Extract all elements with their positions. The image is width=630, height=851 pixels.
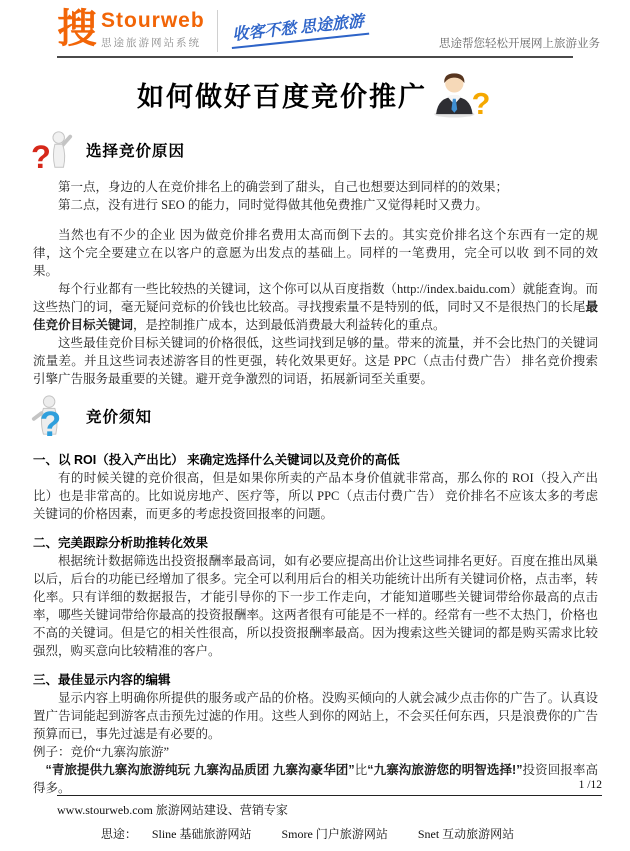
footer-site-line: www.stourweb.com 旅游网站建设、营销专家 (57, 803, 288, 817)
subsection-heading-2: 二、完美跟踪分析助推转化效果 (33, 536, 209, 550)
paragraph: 每个行业都有一些比较热的关键词，这个你可以从百度指数（http://index.baidu.com）就能查询。而这些热门的词，毫无疑问竞标的价钱也比较高。寻找搜索量不是特别的低，同时又不是很热门的长尾最佳竞价目标关键词，是控制推广成本，达到最低消费最大利益转化的重点。 (33, 282, 598, 332)
document-body (33, 178, 598, 388)
section-header-notes (30, 392, 630, 440)
section-title-reasons: 选择竞价原因 (86, 143, 186, 160)
svg-text:?: ? (39, 405, 62, 438)
page-number: 1 /12 (578, 779, 602, 791)
bold-ad-copy-bad: “九寨沟旅游您的明智选择!” (367, 763, 523, 777)
sou-logo-icon: 搜 (57, 7, 97, 51)
stourweb-logo (57, 8, 205, 50)
title-row (0, 66, 630, 122)
header-divider (57, 56, 573, 58)
logo-slogan: 收客不愁 思途旅游 (229, 8, 369, 49)
svg-text:?: ? (30, 139, 51, 172)
bold-keyword: 最佳竞价目标关键词 (33, 300, 598, 332)
subsection-heading-3: 三、最佳显示内容的编辑 (33, 673, 171, 687)
footer-products-line (0, 825, 630, 842)
page-title: 如何做好百度竞价推广 (137, 81, 427, 112)
paragraph: 根据统计数据筛选出投资报酬率最高词，如有必要应提高出价让这些词排名更好。百度在推出凤巢以后，后台的功能已经增加了很多。完全可以利用后台的相关功能统计出所有关键词价格，点击率，转化率。只有详细的数据报告，才能引导你的下一步工作走向，才能知道哪些关键词带给你最高的点击率，哪些关键词带给你最高的投资报酬率。这两者很有可能是不一样的。经常有一些不太热门，价格也不高的关键词。但是它的相关性很高，所以投资报酬率最高。因为搜索这些关键词的都是购买需求比较强烈，购买意向比较精准的客户。 (33, 554, 598, 658)
section-header-reasons (30, 126, 630, 174)
footer-product-smore: Smore 门户旅游网站 (281, 827, 388, 841)
logo-name: Stourweb (101, 8, 205, 32)
subsection-heading-1: 一、以 ROI（投入产出比） 来确定选择什么关键词以及竞价的高低 (33, 453, 400, 467)
example-label: 例子：竞价“九寨沟旅游” (33, 745, 170, 759)
question-figure-blue-icon (30, 394, 74, 438)
page-header (0, 0, 630, 58)
paragraph: 当然也有不少的企业 因为做竞价排名费用太高而倒下去的。其实竞价排名这个东西有一定的规律，这个完全要建立在以客户的意愿为出发点的基础上。同样的一笔费用，完全可以收 到不同的效果。 (33, 228, 598, 278)
bold-ad-copy-good: “青旅提供九寨沟旅游纯玩 九寨沟品质团 九寨沟豪华团” (45, 763, 355, 777)
section-title-notes: 竞价须知 (86, 409, 153, 426)
paragraph: 显示内容上明确你所提供的服务或产品的价格。没购买倾向的人就会减少点击你的广告了。认真设置广告词能起到游客点击预先过滤的作用。这些人到你的网站上，不会买任何东西，只是浪费你的广告预算而已，事先过滤是有必要的。 (33, 691, 598, 741)
example-line: “青旅提供九寨沟旅游纯玩 九寨沟品质团 九寨沟豪华团”比“九寨沟旅游您的明智选择!”投资回报率高得多。 (33, 763, 598, 795)
paragraph: 这些最佳竞价目标关键词的价格很低，这些词找到足够的量。带来的流量，并不会比热门的关键词流量差。并且这些词表述游客目的性更强，转化效果更好。这是 PPC（点击付费广告） 排名竞价搜索引擎广告服务最重要的关键。避开竞争激烈的词语，拓展新词至关重要。 (33, 336, 598, 386)
logo-divider (217, 10, 218, 52)
question-figure-red-icon (30, 128, 74, 172)
footer-divider (57, 795, 602, 796)
svg-text:?: ? (471, 86, 491, 118)
footer-product-sline: Sline 基础旅游网站 (151, 827, 252, 841)
paragraph-point-2: 第二点，没有进行 SEO 的能力，同时觉得做其他免费推广又觉得耗时又费力。 (58, 198, 488, 212)
footer-product-snet: Snet 互动旅游网站 (417, 827, 515, 841)
paragraph-point-1: 第一点，身边的人在竞价排名上的确尝到了甜头，自己也想要达到同样的的效果； (58, 180, 509, 194)
header-tagline: 思途帮您轻松开展网上旅游业务 (439, 38, 600, 50)
paragraph: 有的时候关键的竞价很高，但是如果你所卖的产品本身价值就非常高，那么你的 ROI（投入产出比）也是非常高的。比如说房地产、医疗等，所以 PPC（点击付费广告） 竞价排名不应该太多的考虑 关键词的价格因素，而更多的考虑投资回报率的问题。 (33, 471, 598, 521)
document-body-notes (33, 451, 598, 797)
logo-subtitle: 思途旅游网站系统 (101, 36, 201, 49)
footer-brand-prefix: 思途： (100, 827, 137, 841)
businessman-question-icon (431, 70, 493, 118)
